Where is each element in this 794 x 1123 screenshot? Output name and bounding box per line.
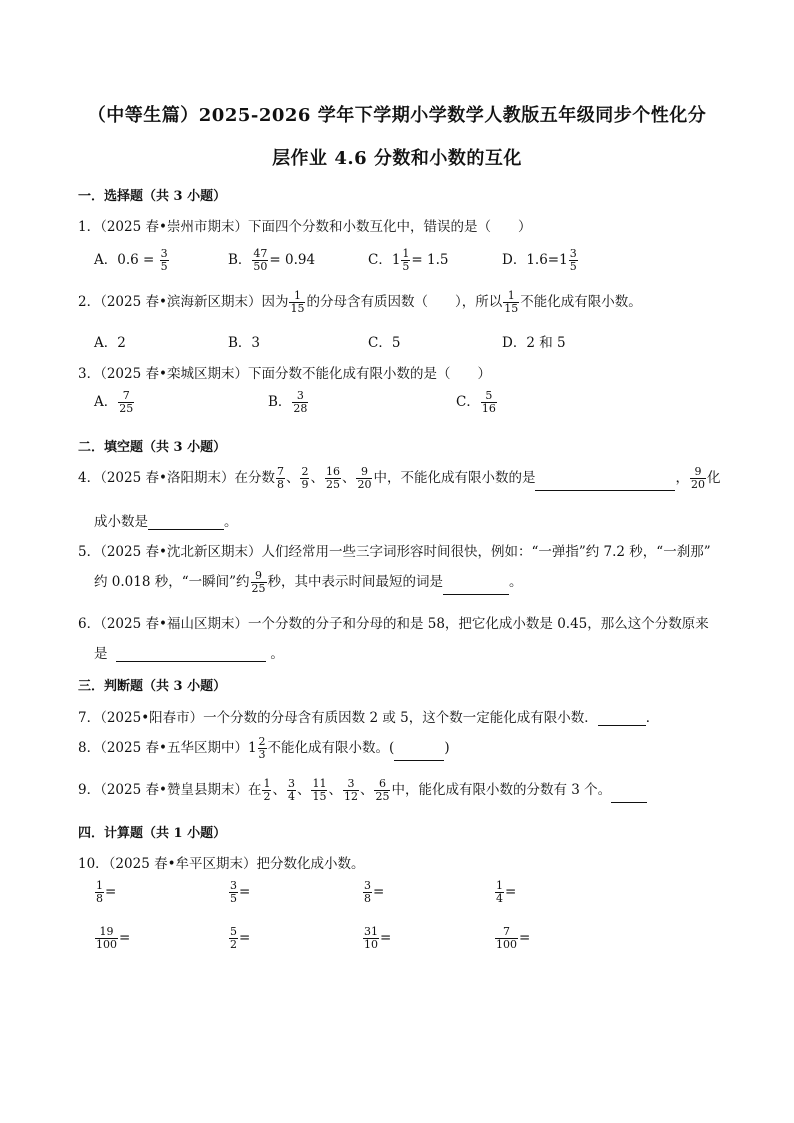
q2-option-b: B．3: [228, 335, 261, 351]
q1-option-c: C．1 $\frac{1}{5}$ = 1.5: [368, 247, 449, 273]
fraction: $\frac{1}{15}$: [504, 289, 519, 315]
answer-blank[interactable]: [598, 711, 646, 726]
calc-item: $\frac{7}{100}$ =: [496, 925, 531, 951]
section-heading-judge: 三．判断题（共 3 小题）: [78, 679, 227, 694]
fraction: $\frac{2}{9}$: [301, 465, 309, 491]
fraction: $\frac{9}{25}$: [251, 569, 266, 595]
answer-blank[interactable]: [443, 580, 509, 595]
fraction: $\frac{7}{25}$: [119, 389, 134, 415]
fraction: $\frac{19}{100}$: [96, 925, 117, 951]
answer-blank[interactable]: [535, 476, 675, 491]
q1-option-a: A．0.6 = $\frac{3}{5}$: [94, 247, 168, 273]
section-heading-fill: 二．填空题（共 3 小题）: [78, 440, 227, 455]
question-4-stem: 4．（2025 春•洛阳期末）在分数 $\frac{7}{8}$ 、 $\frac{2}{9}$ 、 $\frac{16}{25}$ 、 $\frac{9}{20}$ 中，不能化成有限小数的是 ， $\frac{9}{20}$ 化: [78, 465, 721, 491]
calc-item: $\frac{19}{100}$ =: [96, 925, 131, 951]
q2-option-c: C．5: [368, 335, 401, 351]
fraction: $\frac{6}{25}$: [375, 777, 390, 803]
fraction: $\frac{11}{15}$: [312, 777, 327, 803]
section-heading-choice: 一．选择题（共 3 小题）: [78, 189, 227, 204]
question-4-line2: 成小数是 。: [94, 514, 238, 530]
q3-option-c: C． $\frac{5}{16}$: [456, 389, 496, 415]
question-8-stem: 8．（2025 春•五华区期中）1 $\frac{2}{3}$ 不能化成有限小数。( ): [78, 735, 450, 761]
fraction: $\frac{1}{5}$: [402, 247, 410, 273]
q3-option-a: A． $\frac{7}{25}$: [94, 389, 134, 415]
question-7-stem: 7．（2025•阳春市）一个分数的分母含有质因数 2 或 5，这个数一定能化成有限小数． ．: [78, 710, 660, 726]
fraction: $\frac{7}{8}$: [276, 465, 284, 491]
calc-item: $\frac{3}{8}$ =: [364, 879, 385, 905]
fraction: $\frac{1}{2}$: [263, 777, 271, 803]
q2-option-a: A．2: [94, 335, 126, 351]
fraction: $\frac{9}{20}$: [690, 465, 705, 491]
fraction: $\frac{3}{28}$: [293, 389, 308, 415]
calc-item: $\frac{1}{4}$ =: [496, 879, 517, 905]
answer-blank[interactable]: [394, 746, 444, 761]
answer-blank[interactable]: [116, 647, 266, 662]
question-6-line2: 是 。: [94, 646, 284, 662]
fraction: $\frac{3}{8}$: [364, 879, 371, 905]
calc-item: $\frac{31}{10}$ =: [364, 925, 392, 951]
q1-option-d: D．1.6=1 $\frac{3}{5}$: [502, 247, 577, 273]
fraction: $\frac{3}{5}$: [569, 247, 577, 273]
answer-blank[interactable]: [611, 788, 647, 803]
question-6-line1: 6．（2025 春•福山区期末）一个分数的分子和分母的和是 58，把它化成小数是 0.45，那么这个分数原来: [78, 616, 709, 632]
question-1-stem: 1．（2025 春•崇州市期末）下面四个分数和小数互化中，错误的是（ ）: [78, 219, 532, 235]
fraction: $\frac{16}{25}$: [325, 465, 340, 491]
q2-option-d: D．2 和 5: [502, 335, 566, 351]
doc-title-line2: 层作业 4.6 分数和小数的互化: [272, 148, 522, 169]
answer-blank[interactable]: [148, 515, 224, 530]
fraction: $\frac{1}{8}$: [96, 879, 103, 905]
question-3-stem: 3．（2025 春•栾城区期末）下面分数不能化成有限小数的是（ ）: [78, 366, 491, 382]
question-5-line1: 5．（2025 春•沈北新区期末）人们经常用一些三字词形容时间很快，例如：“一弹指”约 7.2 秒，“一刹那”: [78, 544, 711, 560]
fraction: $\frac{3}{5}$: [160, 247, 168, 273]
question-10-stem: 10．（2025 春•牟平区期末）把分数化成小数。: [78, 856, 365, 872]
calc-item: $\frac{1}{8}$ =: [96, 879, 117, 905]
fraction: $\frac{5}{2}$: [230, 925, 237, 951]
fraction: $\frac{47}{50}$: [253, 247, 268, 273]
fraction: $\frac{7}{100}$: [496, 925, 517, 951]
q1-option-b: B． $\frac{47}{50}$ = 0.94: [228, 247, 316, 273]
fraction: $\frac{1}{15}$: [290, 289, 305, 315]
question-5-line2: 约 0.018 秒，“一瞬间”约 $\frac{9}{25}$ 秒，其中表示时间最短的词是 。: [94, 569, 523, 595]
q3-option-b: B． $\frac{3}{28}$: [268, 389, 308, 415]
question-9-stem: 9．（2025 春•赞皇县期末）在 $\frac{1}{2}$ 、 $\frac{3}{4}$ 、 $\frac{11}{15}$ 、 $\frac{3}{12}$ 、 $\frac{6}{25}$ 中，能化成有限小数的分数有 3 个。: [78, 778, 647, 803]
question-2-stem: 2．（2025 春•滨海新区期末）因为 $\frac{1}{15}$ 的分母含有质因数（ ），所以 $\frac{1}{15}$ 不能化成有限小数。: [78, 289, 642, 315]
section-heading-calc: 四．计算题（共 1 小题）: [78, 826, 227, 841]
fraction: $\frac{1}{4}$: [496, 879, 503, 905]
fraction: $\frac{5}{16}$: [481, 389, 496, 415]
fraction: $\frac{3}{12}$: [343, 777, 358, 803]
calc-item: $\frac{3}{5}$ =: [230, 879, 251, 905]
doc-title-line1: （中等生篇）2025-2026 学年下学期小学数学人教版五年级同步个性化分: [87, 105, 707, 126]
calc-item: $\frac{5}{2}$ =: [230, 925, 251, 951]
fraction: $\frac{3}{5}$: [230, 879, 237, 905]
fraction: $\frac{3}{4}$: [287, 777, 295, 803]
fraction: $\frac{31}{10}$: [364, 925, 378, 951]
fraction: $\frac{2}{3}$: [258, 735, 266, 761]
fraction: $\frac{9}{20}$: [357, 465, 372, 491]
